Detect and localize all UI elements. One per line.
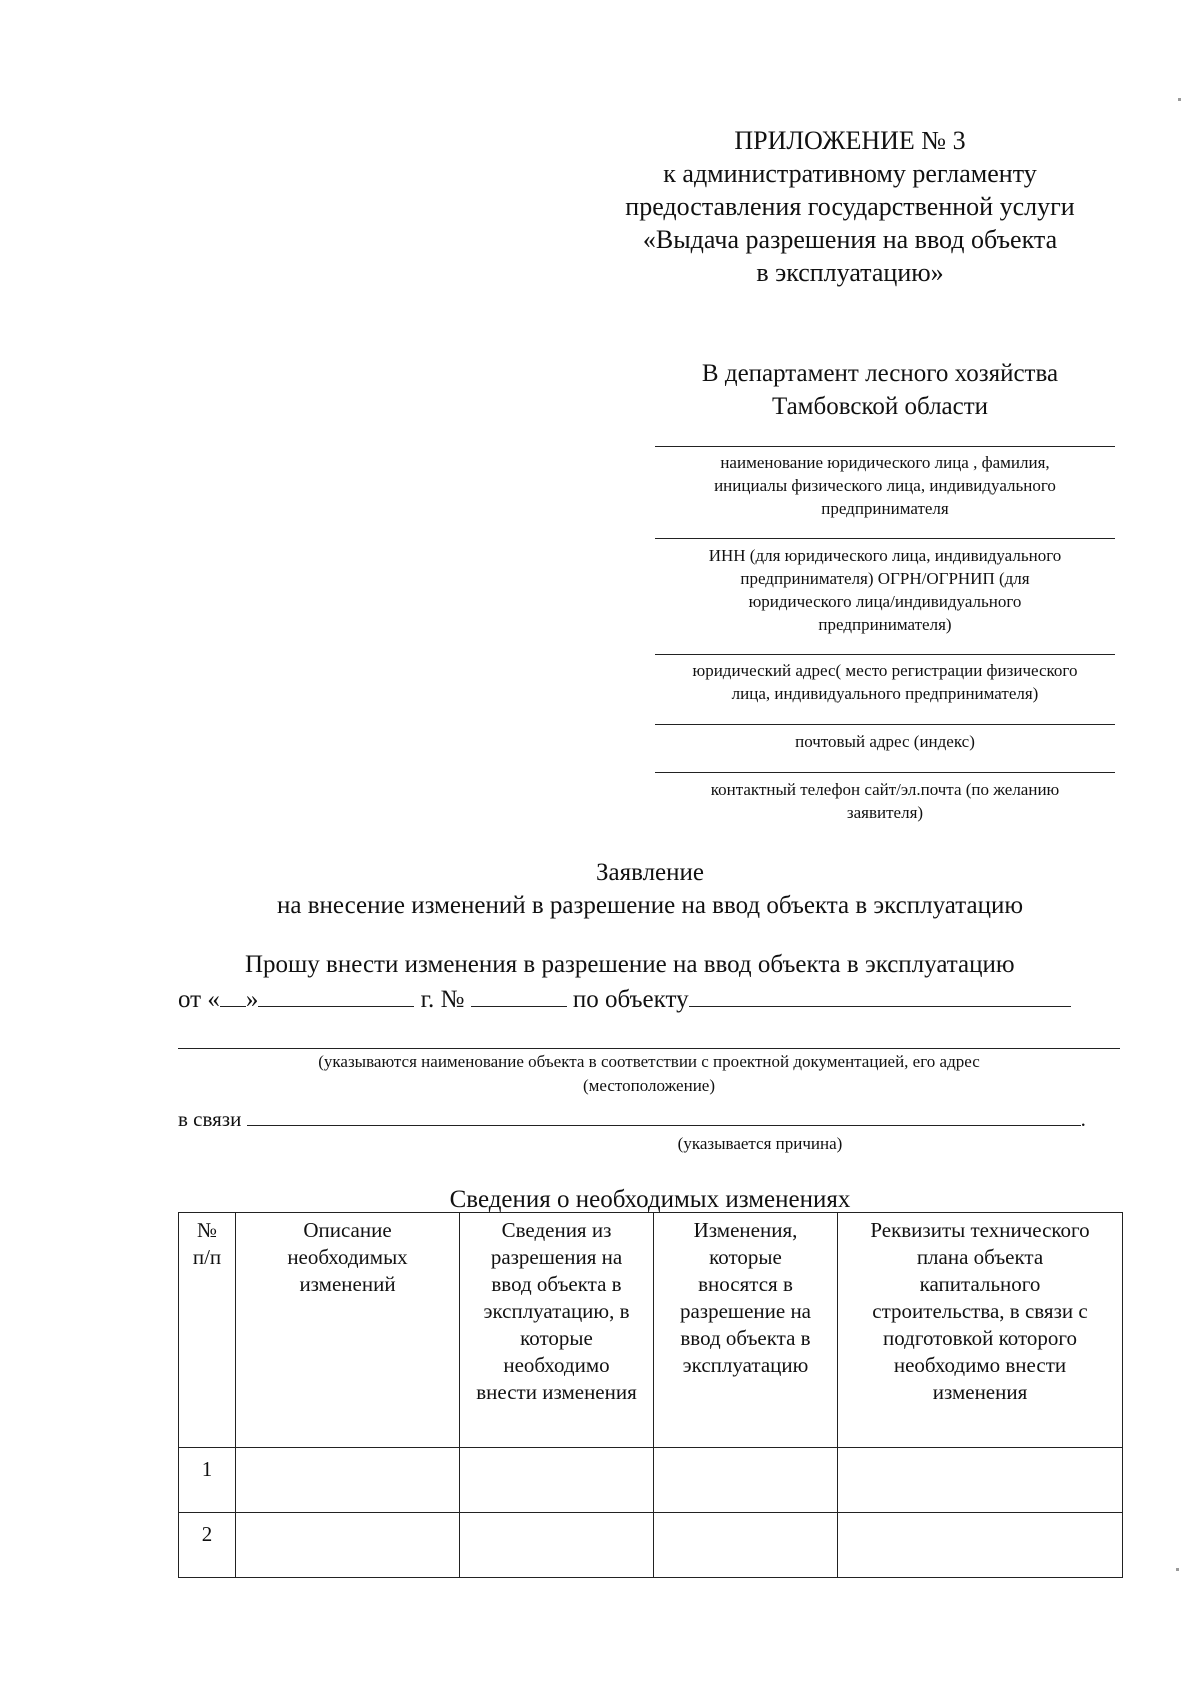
header-technical-plan: Реквизиты технического плана объекта капитального строительства, в связи с подготовкой которого необходимо внести изменения (838, 1213, 1123, 1448)
table-header-row (179, 1213, 1123, 1448)
table-row (179, 1513, 1123, 1578)
addressee-line-2: Тамбовской области (771, 393, 989, 420)
table-cell[interactable] (460, 1513, 654, 1578)
caption-line: юридического лица/индивидуального (748, 592, 1022, 611)
reason-field[interactable] (247, 1105, 1081, 1126)
header-description: Описание необходимых изменений (236, 1213, 460, 1448)
date-month-field[interactable] (258, 984, 414, 1007)
row-number: 2 (179, 1513, 236, 1578)
object-continuation-line[interactable] (178, 1048, 1120, 1049)
applicant-legal-address-line[interactable] (655, 654, 1115, 655)
caption-line: инициалы физического лица, индивидуального (714, 476, 1056, 495)
applicant-inn-caption (655, 544, 1115, 636)
applicant-name-line[interactable] (655, 446, 1115, 447)
year-number-label: г. № (420, 986, 465, 1013)
reason-row (178, 1104, 1128, 1134)
reason-end: . (1080, 1107, 1086, 1131)
table-cell[interactable] (236, 1448, 460, 1513)
object-caption-1: (указываются наименование объекта в соответствии с проектной документацией, его адрес (318, 1052, 980, 1071)
table-cell[interactable] (838, 1448, 1123, 1513)
table-cell[interactable] (236, 1513, 460, 1578)
appendix-line-2: предоставления государственной услуги (625, 192, 1075, 221)
reason-caption: (указывается причина) (677, 1134, 843, 1153)
applicant-contact-caption (655, 778, 1115, 824)
caption-line: предпринимателя) ОГРН/ОГРНИП (для (740, 569, 1030, 588)
caption-line: предпринимателя) (818, 615, 952, 634)
table-cell[interactable] (838, 1513, 1123, 1578)
applicant-postal-address-line[interactable] (655, 724, 1115, 725)
changes-table-title: Сведения о необходимых изменениях (449, 1186, 851, 1213)
caption-line: наименование юридического лица , фамилия, (720, 453, 1050, 472)
table-cell[interactable] (460, 1448, 654, 1513)
header-permit-info: Сведения из разрешения на ввод объекта в эксплуатацию, в которые необходимо внести изменения (460, 1213, 654, 1448)
date-mid: » (245, 986, 259, 1013)
row-number: 1 (179, 1448, 236, 1513)
addressee-line-1: В департамент лесного хозяйства (701, 360, 1059, 387)
applicant-postal-address-caption (655, 730, 1115, 753)
applicant-legal-address-caption (650, 659, 1120, 705)
scan-speck (1178, 98, 1181, 101)
date-number-object-row (178, 983, 1118, 1017)
object-label: по объекту (572, 986, 689, 1013)
caption-line: заявителя) (846, 803, 924, 822)
date-day-field[interactable] (220, 984, 246, 1007)
header-number: № п/п (179, 1213, 236, 1448)
caption-line: лица, индивидуального предпринимателя) (731, 684, 1039, 703)
appendix-line-3: «Выдача разрешения на ввод объекта (642, 225, 1058, 254)
appendix-title: ПРИЛОЖЕНИЕ № 3 (734, 126, 966, 155)
table-row (179, 1448, 1123, 1513)
changes-table (178, 1212, 1123, 1578)
applicant-inn-line[interactable] (655, 538, 1115, 539)
reason-label: в связи (178, 1107, 242, 1131)
applicant-name-caption (655, 451, 1115, 520)
statement-subtitle: на внесение изменений в разрешение на ввод объекта в эксплуатацию (276, 892, 1024, 919)
table-cell[interactable] (654, 1448, 838, 1513)
applicant-contact-line[interactable] (655, 772, 1115, 773)
caption-line: предпринимателя (821, 499, 949, 518)
appendix-line-4: в эксплуатацию» (756, 258, 944, 287)
caption-line: контактный телефон сайт/эл.почта (по желанию (710, 780, 1060, 799)
request-line: Прошу внести изменения в разрешение на ввод объекта в эксплуатацию (245, 951, 1015, 978)
header-changes: Изменения, которые вносятся в разрешение на ввод объекта в эксплуатацию (654, 1213, 838, 1448)
object-caption-2: (местоположение) (582, 1076, 716, 1095)
caption-line: ИНН (для юридического лица, индивидуального (708, 546, 1062, 565)
appendix-line-1: к административному регламенту (663, 159, 1037, 188)
table-cell[interactable] (654, 1513, 838, 1578)
statement-title: Заявление (595, 859, 705, 886)
date-prefix: от « (178, 986, 220, 1013)
permit-number-field[interactable] (471, 984, 567, 1007)
caption-line: юридический адрес( место регистрации физического (692, 661, 1078, 680)
object-field[interactable] (689, 984, 1071, 1007)
scan-speck (1176, 1568, 1179, 1571)
caption-line: почтовый адрес (индекс) (795, 732, 975, 751)
